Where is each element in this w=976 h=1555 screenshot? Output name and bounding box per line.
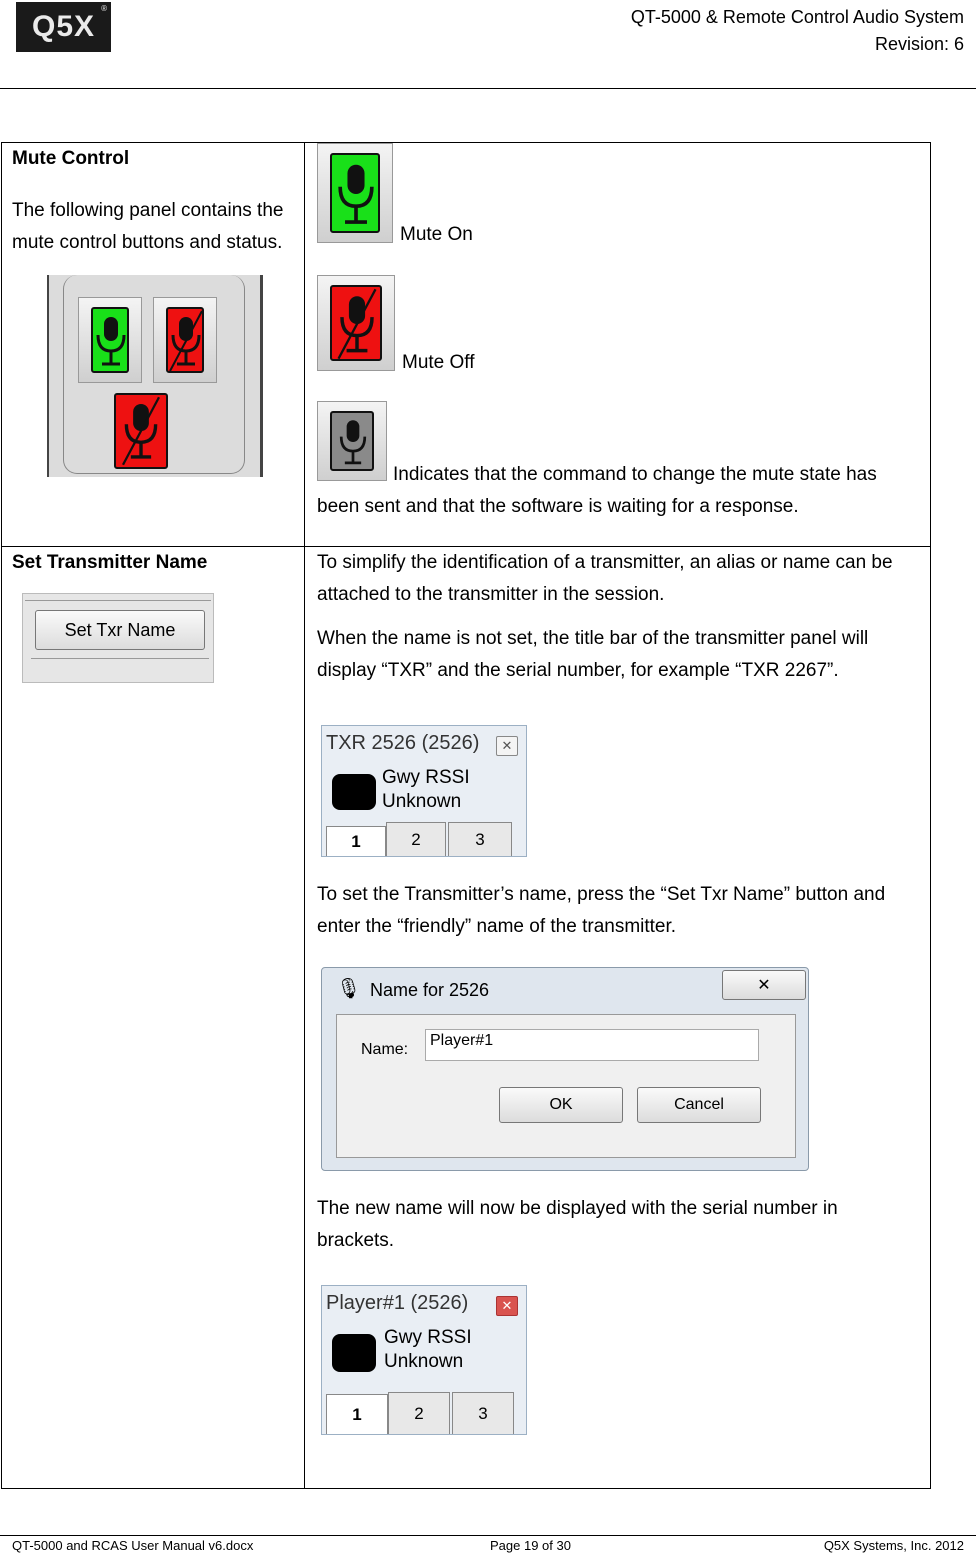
dialog-close-button[interactable] <box>722 970 806 1000</box>
header-divider <box>0 88 976 89</box>
footer-filename: QT-5000 and RCAS User Manual v6.docx <box>12 1538 254 1553</box>
registered-mark: ® <box>101 4 108 13</box>
mute-off-button-2[interactable] <box>114 393 168 469</box>
panel-title: Player#1 (2526) <box>326 1292 469 1314</box>
set-txr-name-button[interactable]: Set Txr Name <box>35 610 205 650</box>
tab-2[interactable]: 2 <box>388 1392 450 1434</box>
name-para-2: When the name is not set, the title bar of the transmitter panel will display “TXR” and the serial number, for example “TXR 2267”. <box>317 628 869 681</box>
mic-red-muted-icon <box>330 285 382 361</box>
name-para-4: The new name will now be displayed with the serial number in brackets. <box>317 1198 838 1251</box>
panel-divider <box>31 658 209 659</box>
header-title-block <box>631 4 964 58</box>
mute-on-row <box>305 143 930 245</box>
dialog-body <box>336 1014 796 1158</box>
set-txr-name-image <box>22 593 214 683</box>
close-icon[interactable]: ✕ <box>496 1296 518 1316</box>
status-line-1: Gwy RSSI <box>384 1327 472 1348</box>
mute-off-row <box>305 275 930 401</box>
panel-title: TXR 2526 (2526) <box>326 732 480 754</box>
mute-control-label-cell <box>2 143 305 547</box>
logo-text: Q5X <box>31 10 96 43</box>
name-field[interactable]: Player#1 <box>425 1029 759 1061</box>
mute-control-row <box>2 143 931 547</box>
mic-green-icon <box>91 307 129 373</box>
mic-red-muted-icon <box>166 307 204 373</box>
ok-button[interactable]: OK <box>499 1087 623 1123</box>
name-para-1: To simplify the identification of a transmitter, an alias or name can be attached to the transmitter in the session. <box>317 552 893 605</box>
footer-page-number: Page 19 of 30 <box>490 1538 571 1553</box>
panel-edge <box>25 594 211 601</box>
mute-control-detail-cell <box>305 143 931 547</box>
dialog-title: Name for 2526 <box>370 980 490 1000</box>
status-line-2: Unknown <box>384 1351 464 1372</box>
mute-panel-image <box>47 275 263 477</box>
document-title: QT-5000 & Remote Control Audio System <box>630 7 964 27</box>
status-line-2: Unknown <box>382 791 462 812</box>
mute-control-description: The following panel contains the mute control buttons and status. <box>12 200 284 253</box>
dialog-mic-icon: 🎙 <box>336 978 362 1000</box>
name-dialog <box>321 967 809 1171</box>
mic-red-muted-icon <box>114 393 168 469</box>
name-para-3: To set the Transmitter’s name, press the “Set Txr Name” button and enter the “friendly” name of the transmitter. <box>317 884 886 937</box>
footer-divider <box>0 1535 976 1536</box>
close-icon: ✕ <box>757 977 771 994</box>
set-transmitter-name-detail-cell <box>305 547 931 1489</box>
tab-1[interactable]: 1 <box>326 826 386 856</box>
mic-gray-pending-icon <box>330 411 374 471</box>
set-transmitter-name-heading: Set Transmitter Name <box>12 552 208 573</box>
mute-on-label: Mute On <box>400 224 473 245</box>
status-indicator <box>332 774 376 810</box>
transmitter-panel-after <box>321 1285 527 1435</box>
mute-off-button[interactable] <box>153 297 217 383</box>
footer-copyright: Q5X Systems, Inc. 2012 <box>823 1538 964 1553</box>
revision-label: Revision: 6 <box>874 34 964 54</box>
status-line-1: Gwy RSSI <box>382 767 470 788</box>
mute-on-button[interactable] <box>78 297 142 383</box>
mute-off-icon-box <box>317 275 395 371</box>
set-transmitter-name-row <box>2 547 931 1489</box>
mute-on-icon-box <box>317 143 393 243</box>
status-indicator <box>332 1334 376 1372</box>
transmitter-panel-before <box>321 725 527 857</box>
mic-green-icon <box>330 153 380 233</box>
tab-3[interactable]: 3 <box>452 1392 514 1434</box>
mute-pending-row <box>305 401 930 531</box>
tab-1[interactable]: 1 <box>326 1394 388 1434</box>
status-text <box>384 1326 472 1374</box>
status-text <box>382 766 470 814</box>
tab-3[interactable]: 3 <box>448 822 512 856</box>
close-icon[interactable]: ✕ <box>496 736 518 756</box>
set-transmitter-name-label-cell <box>2 547 305 1489</box>
mute-off-label: Mute Off <box>402 352 475 373</box>
feature-table <box>1 142 931 1489</box>
mute-pending-icon-box <box>317 401 387 481</box>
mute-pending-label: Indicates that the command to change the mute state has been sent and that the software is waiting for a response. <box>317 464 877 517</box>
mute-control-heading: Mute Control <box>12 148 130 169</box>
tab-2[interactable]: 2 <box>386 822 446 856</box>
q5x-logo <box>16 2 111 52</box>
name-field-label: Name: <box>361 1041 409 1058</box>
cancel-button[interactable]: Cancel <box>637 1087 761 1123</box>
